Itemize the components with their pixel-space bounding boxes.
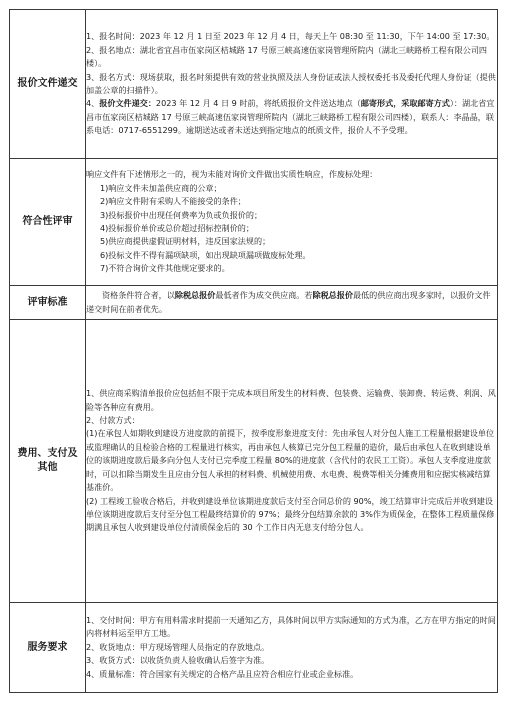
content-submission [86,10,498,159]
row-criteria [10,286,498,320]
compliance-item-4: 4)投标报价单价或总价超过招标控制价的； [100,223,254,233]
procurement-terms-table [9,9,498,693]
compliance-item-6: 6)投标文件不得有漏项缺项，如出现缺项漏项做废标处理。 [100,249,311,260]
label-compliance: 符合性评审 [10,159,86,286]
submission-line-4-bold-a: 报价文件递交： [99,98,156,109]
submission-line-4-text-a: 2023 年 12 月 4 日 9 时前，将纸质报价文件送达地点（ [155,98,361,109]
criteria-text-c: 最低的供应商出现多家时，以报价文件递交时间在前者优先。 [86,290,491,314]
criteria-bold-a: 除税总报价 [174,290,216,301]
submission-line-4-num: 4、 [86,98,100,109]
submission-line-4-bold-b: 邮寄形式，采取邮寄方式 [360,98,450,109]
label-submission: 报价文件递交 [10,10,86,159]
label-fees-line-1: 费用、支付及 [17,448,78,459]
criteria-bold-b: 除税总报价 [312,290,353,301]
compliance-item-2: 2)响应文件附有采购人不能接受的条件； [100,196,246,207]
submission-line-4 [86,97,497,137]
content-fees [86,320,498,603]
service-line-3: 3、收货方式：以收货负责人验收确认后签字为准。 [86,655,270,666]
label-service: 服务要求 [10,603,86,693]
fees-line-1: 1、供应商采购清单报价应包括但不限于完成本项目所发生的材料费、包装费、运输费、装卸费、转运费、利润、风险等各种应有费用。 [86,388,496,412]
row-fees [10,320,498,603]
compliance-intro: 响应文件有下述情形之一的，视为未能对询价文件做出实质性响应，作废标处理： [86,169,378,180]
service-line-1: 1、交付时间：甲方有用料需求时提前一天通知乙方，具体时间以甲方实际通知的方式为准，乙方在甲方指定的时间内将材料运至甲方工地。 [86,614,496,639]
fees-line-3: (1)在承包人如期收到建设方进度款的前提下，按季度形象进度支付：先由承包人对分包人施工工程量根据建设单位或监理确认的且检验合格的工程量进行核实，再由承包人核算已完分包工程量的造价，最后由承包人在收到建设单位的该期进度款后最多向分包人支付已完季度工程量 80%的进度款（含代付的农民工工资）。承包人支季度进度款时，可以扣除当期发生且应由分包人承担的材料费、机械使用费、水电费、税费等相关分摊费用和应据实核减结算基准价。 [86,428,495,493]
compliance-item-5: 5)供应商提供虚假证明材料，违反国家法规的； [100,236,271,247]
fees-line-4: (2) 工程竣工验收合格后，并收到建设单位该期进度款后支付至合同总价的 90%，竣工结算审计完成后并收到建设单位该期进度款后支付至分包工程最终结算价的 97%；最终分包结算余款的 3%作为质保金，在整体工程质量保修期满且承包人收到建设单位付清质保金后的 30 个工作日内无息支付给分包人。 [86,495,495,533]
content-compliance [86,159,498,286]
row-submission [10,10,498,159]
compliance-item-3: 3)投标报价中出现任何费率为负或负报价的； [100,209,263,220]
criteria-text [86,289,497,316]
row-service [10,603,498,693]
compliance-item-7: 7)不符合询价文件其他规定要求的。 [100,263,230,274]
criteria-text-a: 资格条件符合者，以 [102,290,175,301]
service-line-2: 2、收货地点：甲方现场管理人员指定的存放地点。 [86,641,270,652]
service-line-4: 4、质量标准：符合国家有关规定的合格产品且应符合相应行业或企业标准。 [86,668,359,679]
content-service [86,603,498,693]
submission-line-4-text-b: ）：湖北省宜昌市伍家岗区桔城路 17 号原三峡高速伍家岗管理所院内（湖北三峡路桥工程有限公司四楼），联系人：李晶晶，联系电话：0717-6551299。逾期送达或者未送达到指定地点的纸质文件，报价人不予受理。 [86,98,495,136]
label-criteria: 评审标准 [10,286,86,320]
compliance-item-1: 1)响应文件未加盖供应商的公章； [100,182,222,193]
label-fees-line-2: 其他 [37,462,58,473]
fees-line-2: 2、付款方式： [86,415,140,426]
content-criteria [86,286,498,320]
submission-line-1: 1、报名时间：2023 年 12 月 1 日至 2023 年 12 月 4 日，每天上午 08:30 至 11:30，下午 14:00 至 17:30。 [86,31,495,42]
row-compliance [10,159,498,286]
label-fees [10,320,86,603]
submission-line-2: 2、报名地点：湖北省宜昌市伍家岗区桔城路 17 号原三峡高速伍家岗管理所院内（湖北三峡路桥工程有限公司四楼）。 [86,44,488,69]
submission-line-3: 3、报名方式：现场获取，报名时须提供有效的营业执照及法人身份证或法人授权委托书及委托代理人身份证（提供加盖公章的扫描件）。 [86,71,496,95]
criteria-text-b: 最低者作为成交供应商。若 [215,290,313,301]
